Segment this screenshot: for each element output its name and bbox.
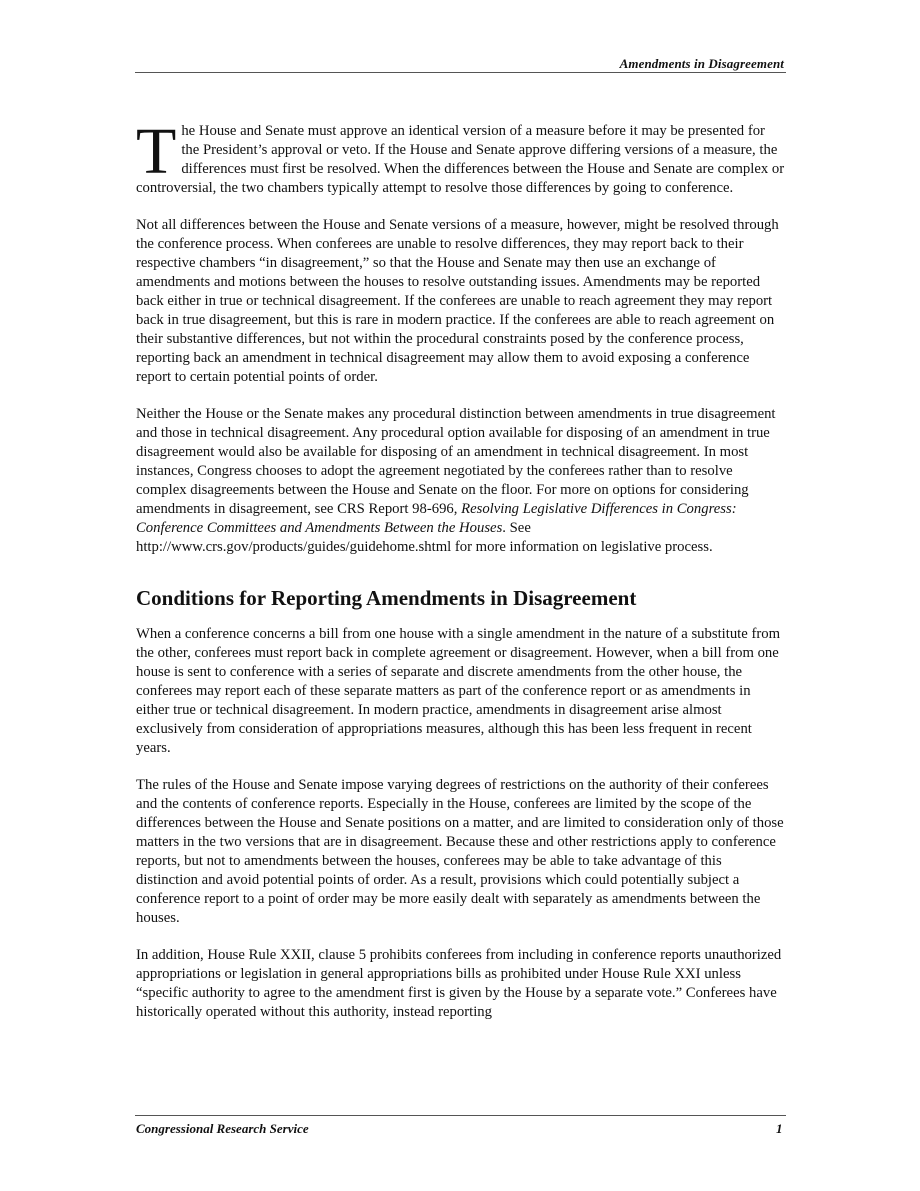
drop-cap-letter: T <box>136 115 177 188</box>
section-heading: Conditions for Reporting Amendments in Disagreement <box>136 586 637 610</box>
header-divider <box>135 72 786 73</box>
section-paragraph-3: In addition, House Rule XXII, clause 5 prohibits conferees from including in conference reports unauthorized appropriations or legislation in general appropriations bills as prohibited under House Rule XXI unless “specific authority to agree to the amendment first is given by the House by a separate vote.” Conferees have historically operated without this authority, instead reporting <box>136 947 782 1020</box>
intro-paragraph-3 <box>136 405 786 557</box>
footer-page-number: 1 <box>776 1121 783 1136</box>
intro-paragraph-3-tail: . See http://www.crs.gov/products/guides/guidehome.shtml for more information on legislative process. <box>136 520 713 555</box>
intro-paragraph-1-text: he House and Senate must approve an identical version of a measure before it may be presented for the President’s approval or veto. If the House and Senate approve differing versions of a measure, the differences must first be resolved. When the differences between the House and Senate are complex or controversial, the two chambers typically attempt to resolve those differences by going to conference. <box>136 123 785 196</box>
intro-paragraph-2: Not all differences between the House and Senate versions of a measure, however, might be resolved through the conference process. When conferees are unable to resolve differences, they may report back to their respective chambers “in disagreement,” so that the House and Senate may then use an exchange of amendments and motions between the houses to resolve outstanding issues. Amendments may be reported back either in true or technical disagreement. If the conferees are unable to reach agreement they may report back in true disagreement, but this is rare in modern practice. If the conferees are able to reach agreement on their substantive differences, but not within the procedural constraints posed by the conference process, reporting back an amendment in technical disagreement may allow them to avoid exposing a conference report to certain potential points of order. <box>136 217 779 385</box>
crs-report-title: Resolving Legislative Differences in Congress: Conference Committees and Amendments Between the Houses <box>136 501 737 536</box>
footer-divider <box>135 1115 786 1116</box>
intro-paragraph-1 <box>136 115 786 198</box>
page-body <box>136 115 786 1040</box>
running-header-title: Amendments in Disagreement <box>619 56 784 71</box>
section-paragraph-2: The rules of the House and Senate impose varying degrees of restrictions on the authority of their conferees and the contents of conference reports. Especially in the House, conferees are limited by the scope of the differences between the House and Senate positions on a matter, and are limited to consideration only of those matters in the two versions that are in disagreement. Because these and other restrictions apply to conference reports, but not to amendments between the houses, conferees may be able to take advantage of this distinction and avoid potential points of order. As a result, provisions which could potentially subject a conference report to a point of order may be more easily dealt with separately as amendments between the houses. <box>136 777 784 926</box>
intro-paragraph-3-text: Neither the House or the Senate makes any procedural distinction between amendments in true disagreement and those in technical disagreement. Any procedural option available for disposing of an amendment in true disagreement would also be available for disposing of an amendment in technical disagreement. In most instances, Congress chooses to adopt the agreement negotiated by the conferees rather than to resolve complex disagreements between the House and Senate on the floor. For more on options for considering amendments in disagreement, see CRS Report 98-696, <box>136 406 776 517</box>
footer-organization: Congressional Research Service <box>136 1121 309 1136</box>
section-paragraph-1: When a conference concerns a bill from one house with a single amendment in the nature of a substitute from the other, conferees must report back in complete agreement or disagreement. However, when a bill from one house is sent to conference with a series of separate and discrete amendments from the other house, the conferees may report each of these separate matters as part of the conference report or as amendments in either true or technical disagreement. In modern practice, amendments in disagreement arise almost exclusively from consideration of appropriations measures, although this has been less frequent in recent years. <box>136 626 780 756</box>
